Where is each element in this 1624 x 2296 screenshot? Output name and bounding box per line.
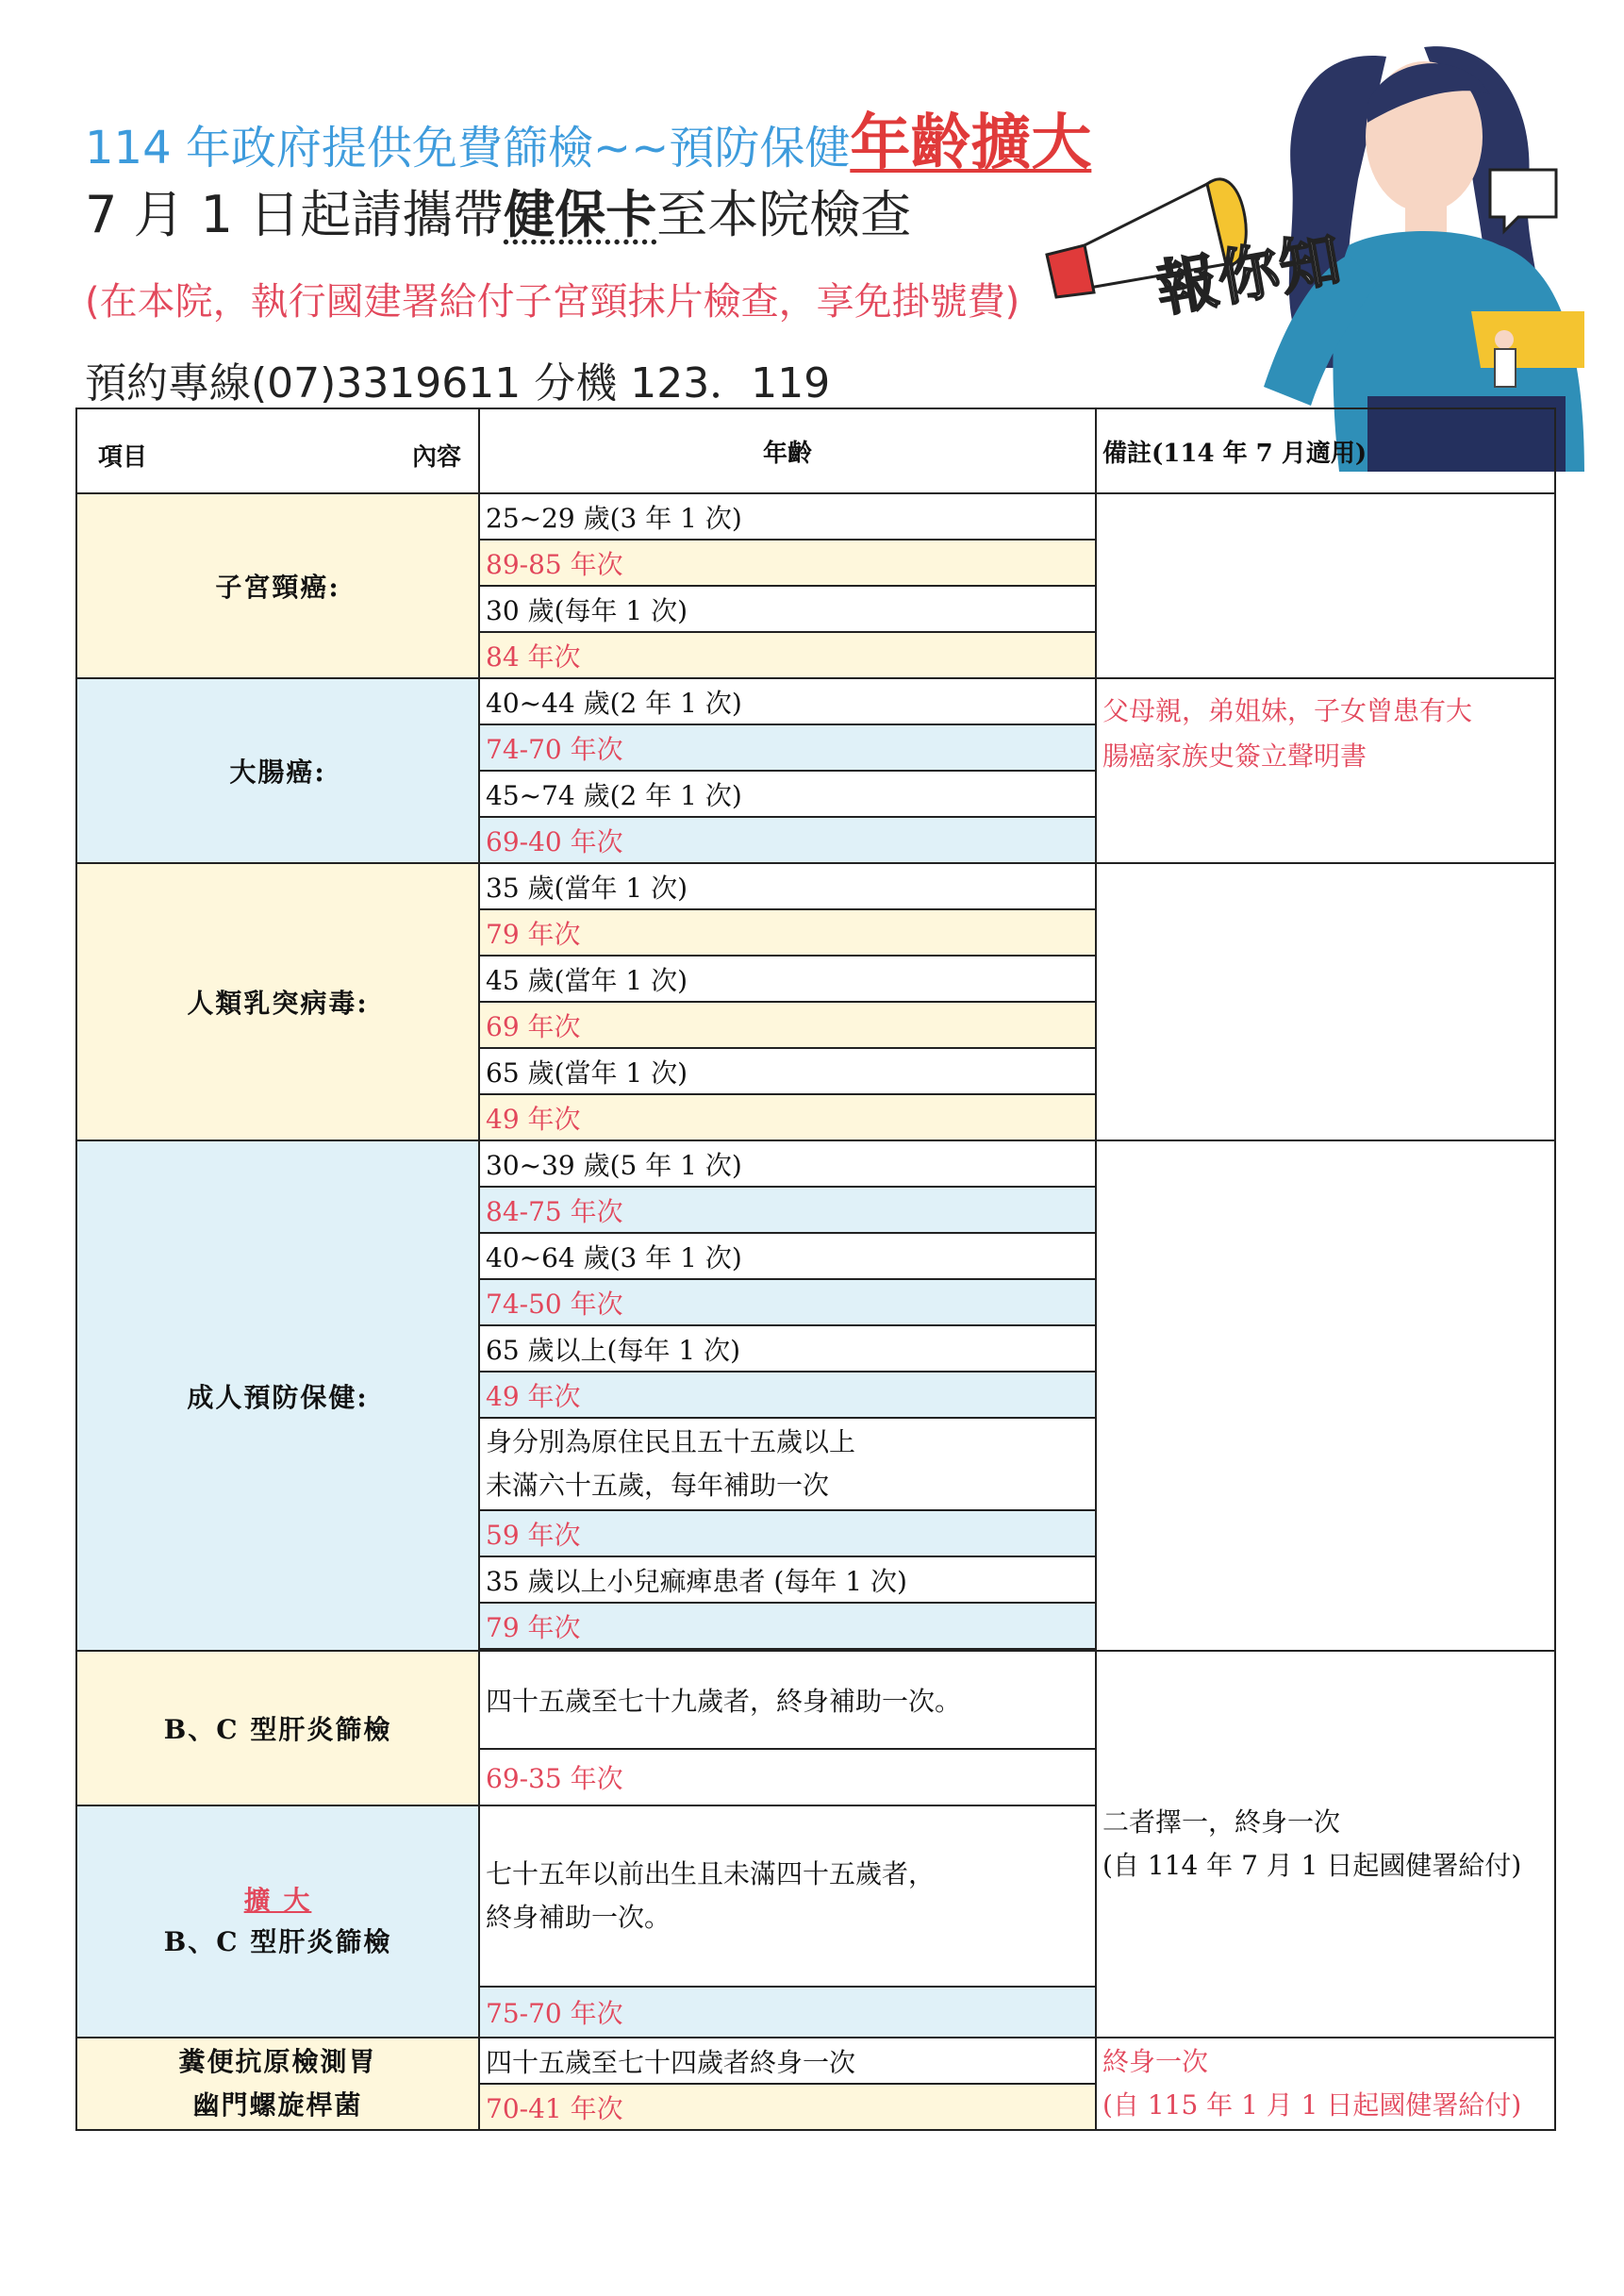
category-adult: 成人預防保健:	[76, 1140, 479, 1651]
title-line1	[85, 94, 1091, 181]
note-hpv	[1096, 863, 1555, 1140]
table-row	[76, 2038, 1555, 2084]
age-cell-expanded	[479, 1805, 1096, 1987]
year-cell: 84-75 年次	[479, 1187, 1096, 1233]
indigenous-line1: 身分別為原住民且五十五歲以上	[486, 1426, 856, 1457]
screening-table	[75, 408, 1556, 2131]
age-cell: 45 歲(當年 1 次)	[479, 956, 1096, 1002]
age-cell: 四十五歲至七十四歲者終身一次	[479, 2038, 1096, 2084]
year-cell: 74-50 年次	[479, 1279, 1096, 1325]
table-row	[76, 493, 1555, 540]
year-cell: 69 年次	[479, 1002, 1096, 1048]
year-cell: 69-35 年次	[479, 1749, 1096, 1805]
h-pylori-label-line2: 幽門螺旋桿菌	[192, 2089, 363, 2121]
title-prefix: 114 年政府提供免費篩檢~~預防保健	[85, 122, 851, 175]
age-cell: 40~44 歲(2 年 1 次)	[479, 678, 1096, 724]
note-colon-line1: 父母親，弟姐妹，子女曾患有大	[1102, 695, 1473, 726]
category-cervical: 子宮頸癌:	[76, 493, 479, 678]
note-adult	[1096, 1140, 1555, 1651]
header-age: 年齡	[479, 408, 1096, 493]
subtitle-note: (在本院，執行國建署給付子宮頸抹片檢查，享免掛號費)	[85, 280, 1020, 324]
note-hepatitis	[1096, 1651, 1555, 2038]
category-hepatitis-expanded	[76, 1805, 479, 2038]
table-row	[76, 863, 1555, 909]
expanded-age-line1: 七十五年以前出生且未滿四十五歲者，	[486, 1858, 936, 1889]
expanded-label: 擴 大	[243, 1885, 312, 1916]
year-cell: 59 年次	[479, 1510, 1096, 1556]
table-row	[76, 1651, 1555, 1749]
header-item-content	[76, 408, 479, 493]
expanded-hepatitis-label: B、C 型肝炎篩檢	[163, 1926, 392, 1957]
reservation-line: 預約專線(07)3319611 分機 123．119	[85, 359, 831, 408]
age-cell: 45~74 歲(2 年 1 次)	[479, 771, 1096, 817]
year-cell: 79 年次	[479, 909, 1096, 956]
year-cell: 79 年次	[479, 1603, 1096, 1649]
title-highlight: 年齡擴大	[850, 108, 1092, 178]
age-cell: 65 歲(當年 1 次)	[479, 1048, 1096, 1094]
note-h-pylori	[1096, 2038, 1555, 2130]
category-colon: 大腸癌:	[76, 678, 479, 863]
year-cell: 84 年次	[479, 632, 1096, 678]
age-cell: 25~29 歲(3 年 1 次)	[479, 493, 1096, 540]
year-cell: 89-85 年次	[479, 540, 1096, 586]
year-cell: 75-70 年次	[479, 1987, 1096, 2038]
year-cell: 70-41 年次	[479, 2084, 1096, 2130]
category-hpv: 人類乳突病毒:	[76, 863, 479, 1140]
note-colon-line2: 腸癌家族史簽立聲明書	[1102, 740, 1367, 772]
age-cell: 四十五歲至七十九歲者，終身補助一次。	[479, 1651, 1096, 1749]
age-cell: 40~64 歲(3 年 1 次)	[479, 1233, 1096, 1279]
age-cell-indigenous	[479, 1418, 1096, 1510]
title2-bold: 健保卡	[504, 185, 657, 244]
table-header-row	[76, 408, 1555, 493]
header-content: 內容	[411, 443, 461, 472]
note-hepatitis-line1: 二者擇一，終身一次	[1102, 1806, 1341, 1838]
expanded-age-line2: 終身補助一次。	[486, 1902, 671, 1933]
age-cell: 30~39 歲(5 年 1 次)	[479, 1140, 1096, 1187]
age-cell: 65 歲以上(每年 1 次)	[479, 1325, 1096, 1372]
title2-prefix: 7 月 1 日起請攜帶	[85, 185, 505, 244]
header-note: 備註(114 年 7 月適用)	[1096, 408, 1555, 493]
megaphone-label: 報你知	[1152, 225, 1348, 326]
year-cell: 74-70 年次	[479, 724, 1096, 771]
header-item: 項目	[98, 443, 148, 472]
note-cervical	[1096, 493, 1555, 678]
table-row	[76, 678, 1555, 724]
indigenous-line2: 未滿六十五歲，每年補助一次	[486, 1470, 830, 1501]
title2-suffix: 至本院檢查	[656, 185, 912, 244]
h-pylori-label-line1: 糞便抗原檢測胃	[178, 2046, 377, 2077]
note-colon	[1096, 678, 1555, 863]
year-cell: 49 年次	[479, 1094, 1096, 1140]
year-cell: 49 年次	[479, 1372, 1096, 1418]
year-cell: 69-40 年次	[479, 817, 1096, 863]
category-h-pylori	[76, 2038, 479, 2130]
note-hp-line1: 終身一次	[1102, 2046, 1209, 2077]
age-cell: 35 歲以上小兒痲痺患者 (每年 1 次)	[479, 1556, 1096, 1603]
note-hepatitis-line2: (自 114 年 7 月 1 日起國健署給付)	[1102, 1850, 1522, 1881]
table-row	[76, 1140, 1555, 1187]
category-hepatitis: B、C 型肝炎篩檢	[76, 1651, 479, 1805]
title-line2	[85, 175, 911, 247]
note-hp-line2: (自 115 年 1 月 1 日起國健署給付)	[1102, 2089, 1522, 2121]
age-cell: 35 歲(當年 1 次)	[479, 863, 1096, 909]
age-cell: 30 歲(每年 1 次)	[479, 586, 1096, 632]
